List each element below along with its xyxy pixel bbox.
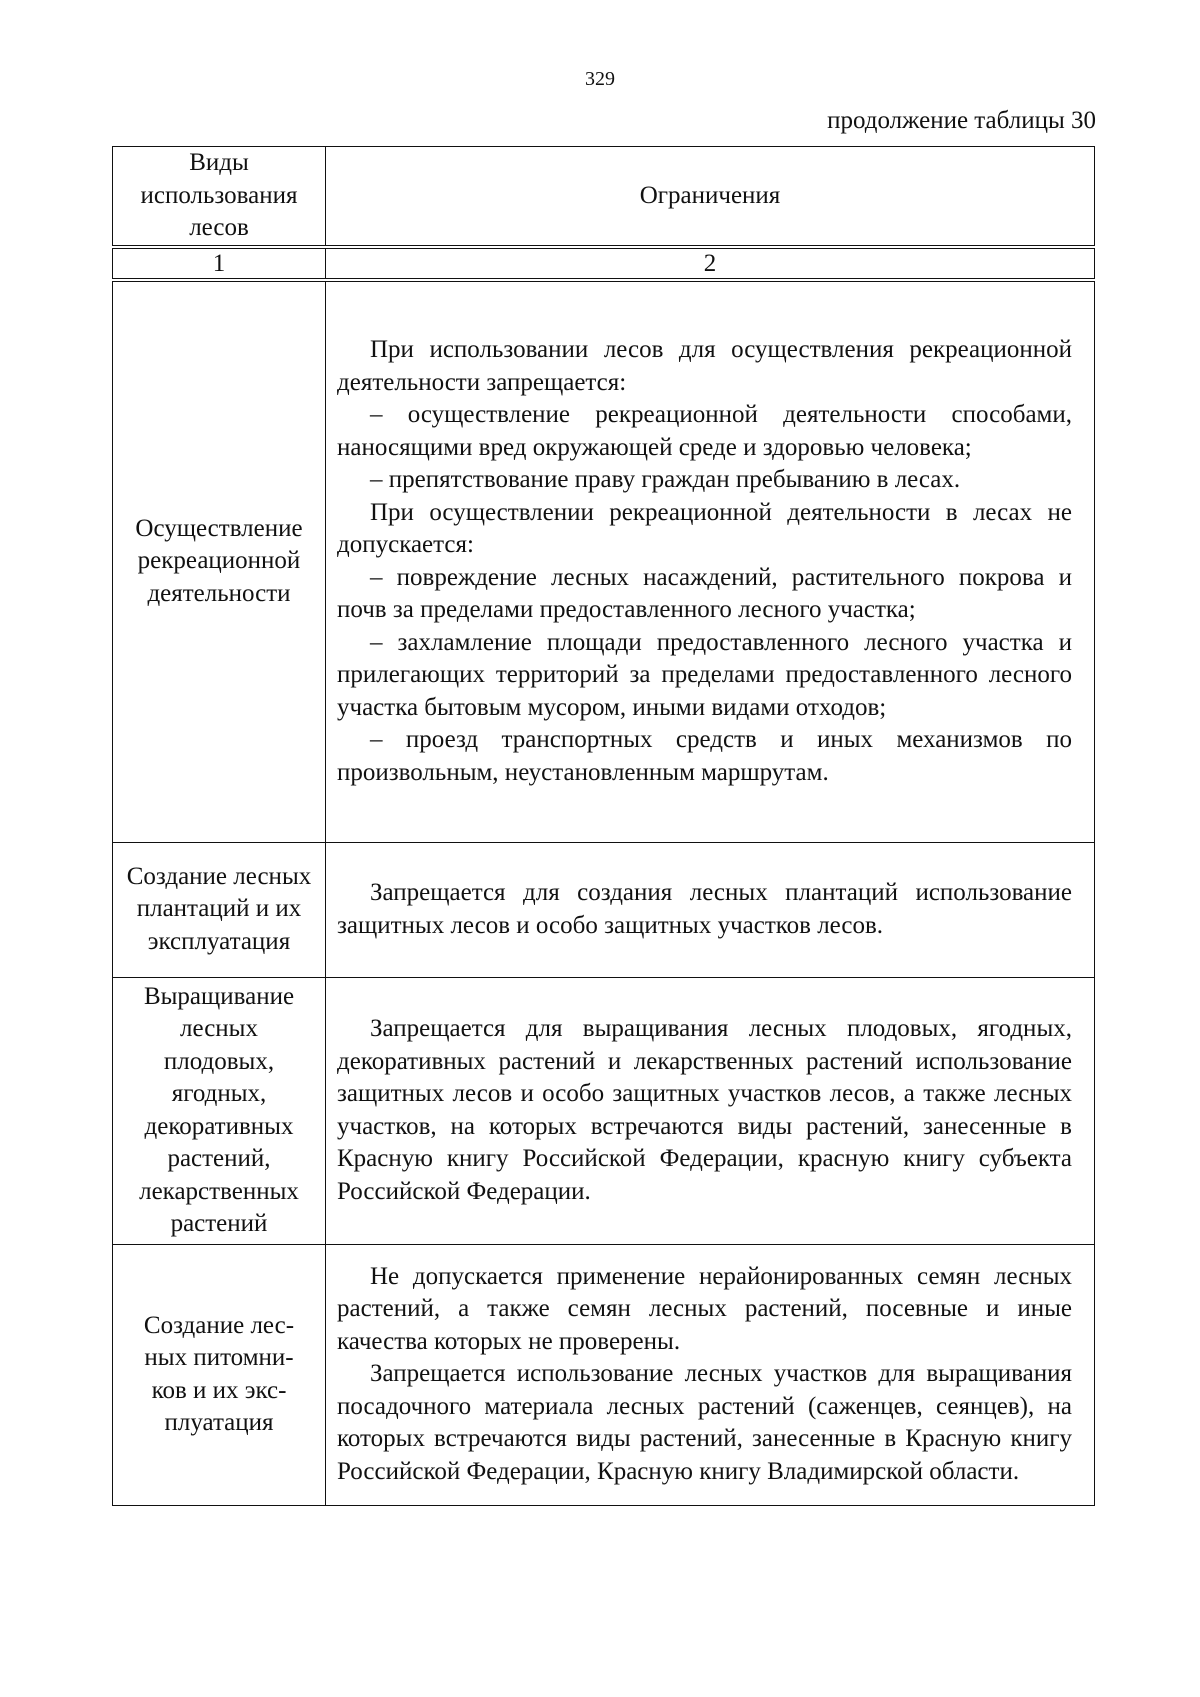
table-row <box>113 977 1095 1244</box>
header-forest-use-types-text: Виды использования лесов <box>140 149 298 241</box>
restriction-paragraph: При осуществлении рекреационной деятельности в лесах не допускается: <box>337 498 1072 558</box>
table-continuation-label: продолжение таблицы 30 <box>827 107 1096 134</box>
forest-use-type-text: Создание лес-ных питомни-ков и их экс-плуатация <box>143 1311 295 1436</box>
forest-use-type-text: Выращивание лесных плодовых, ягодных, декоративных растений, лекарственных растений <box>139 982 299 1237</box>
table-row <box>113 842 1095 977</box>
forest-use-type-cell <box>113 977 326 1244</box>
forest-use-type-cell <box>113 842 326 977</box>
page-number: 329 <box>585 68 615 90</box>
restriction-paragraph: При использовании лесов для осуществления рекреационной деятельности запрещается: <box>337 336 1072 396</box>
restriction-cell <box>326 842 1095 977</box>
header-forest-use-types <box>113 147 326 247</box>
restrictions-table <box>112 146 1095 1506</box>
column-number-1: 1 <box>113 247 326 280</box>
column-number-2: 2 <box>326 247 1095 280</box>
restriction-cell <box>326 977 1095 1244</box>
restriction-cell <box>326 1244 1095 1505</box>
restriction-cell <box>326 280 1095 843</box>
restriction-paragraph: – захламление площади предоставленного лесного участка и прилегающих территорий за пределами предоставленного лесного участка бытовым мусором, иными видами отходов; <box>337 628 1072 721</box>
restriction-paragraph: Запрещается для выращивания лесных плодовых, ягодных, декоративных растений и лекарственных растений использование защитных лесов и особо защитных участков лесов, а также лесных участков, на которых встречаются виды растений, занесенные в Красную книгу Российской Федерации, красную книгу субъекта Российской Федерации. <box>337 1015 1072 1205</box>
restriction-paragraph: Запрещается для создания лесных плантаций использование защитных лесов и особо защитных участков лесов. <box>337 879 1072 939</box>
table-row <box>113 280 1095 843</box>
forest-use-type-cell <box>113 1244 326 1505</box>
column-number-row <box>113 247 1095 280</box>
table-row <box>113 1244 1095 1505</box>
restriction-paragraph: Не допускается применение нерайонированных семян лесных растений, а также семян лесных растений, посевные и иные качества которых не проверены. <box>337 1262 1072 1355</box>
restriction-paragraph: – проезд транспортных средств и иных механизмов по произвольным, неустановленным маршрутам. <box>337 726 1072 786</box>
restriction-paragraph: – осуществление рекреационной деятельности способами, наносящими вред окружающей среде и здоровью человека; <box>337 401 1072 461</box>
restriction-paragraph: – повреждение лесных насаждений, растительного покрова и почв за пределами предоставленного лесного участка; <box>337 563 1072 623</box>
table-header-row <box>113 147 1095 247</box>
forest-use-type-cell <box>113 280 326 843</box>
restriction-paragraph: Запрещается использование лесных участков для выращивания посадочного материала лесных растений (саженцев, сеянцев), на которых встречаются виды растений, занесенные в Красную книгу Российской Федерации, Красную книгу Владимирской области. <box>337 1360 1072 1485</box>
restriction-paragraph: – препятствование праву граждан пребыванию в лесах. <box>370 466 961 493</box>
forest-use-type-text: Создание лесных плантаций и их эксплуатация <box>126 862 312 955</box>
header-restrictions: Ограничения <box>326 147 1095 247</box>
forest-use-type-text: Осуществление рекреационной деятельности <box>135 514 303 607</box>
